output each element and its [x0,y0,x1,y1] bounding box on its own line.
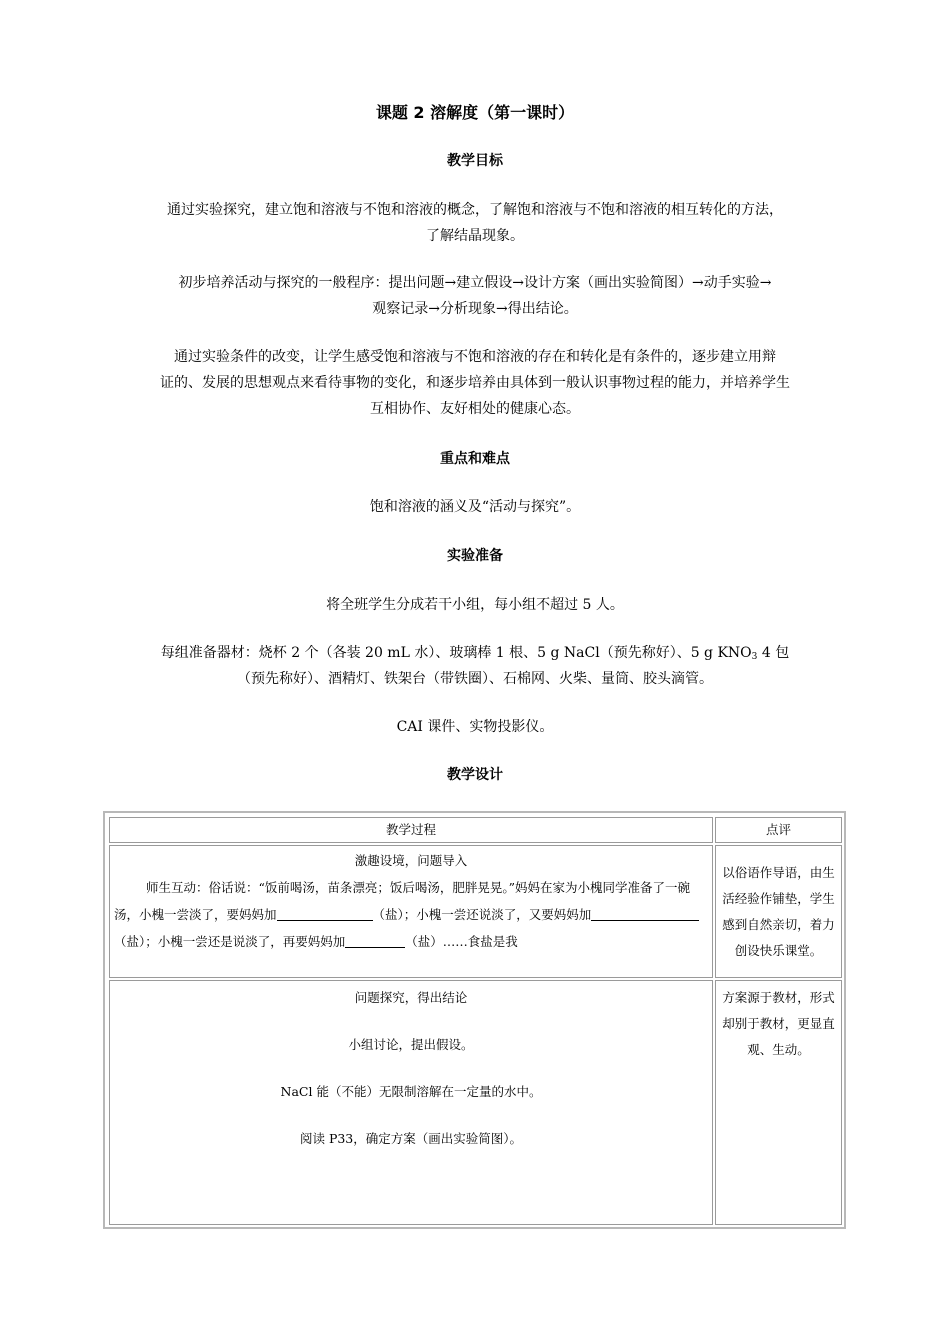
objective-3-line2: 证的、发展的思想观点来看待事物的变化，和逐步培养由具体到一般认识事物过程的能力，并培养学生 [160,375,790,391]
row1-comment-cell [715,845,842,978]
row2-paragraph-2: NaCl 能（不能）无限制溶解在一定量的水中。 [280,1084,542,1099]
row2-paragraph-3: 阅读 P33，确定方案（画出实验简图）。 [299,1131,523,1146]
objective-2-line1: 初步培养活动与探究的一般程序：提出问题→建立假设→设计方案（画出实验简图）→动手实验→ [178,275,772,291]
key-heading: 重点和难点 [440,451,510,467]
prep-heading: 实验准备 [447,548,503,564]
prep-materials [95,640,855,692]
header-process: 教学过程 [109,817,713,843]
row1-text-4: 妈加 [566,907,592,922]
blank-1 [277,904,373,921]
document-title: 课题 2 溶解度（第一课时） [375,103,575,122]
objective-1-line1: 通过实验探究，建立饱和溶液与不饱和溶液的概念，了解饱和溶液与不饱和溶液的相互转化的方法， [167,202,783,218]
objective-3 [90,344,860,422]
objective-2 [95,270,855,322]
row1-text-5: （盐）；小槐一尝还是说淡了，再要妈妈加 [114,934,346,949]
objective-1 [95,197,855,249]
key-text: 饱和溶液的涵义及“活动与探究”。 [369,499,581,515]
header-comment: 点评 [715,817,842,843]
row2-comment-line2: 却别于教材，更显直 [722,1016,835,1031]
kno3-subscript: 3 [751,652,758,662]
row1-text-6: （盐）……食盐是我 [405,934,518,949]
prep-group: 将全班学生分成若干小组，每小组不超过 5 人。 [326,597,624,613]
blank-3 [345,931,405,948]
row2-comment-line3: 观、生动。 [747,1042,810,1057]
prep-cai: CAI 课件、实物投影仪。 [396,719,554,735]
blank-2 [591,904,699,921]
teaching-design-table [103,811,846,1229]
design-heading: 教学设计 [447,767,503,783]
row1-text-2: 学准备了一碗汤，小槐一尝淡了，要妈妈加 [114,880,691,922]
row2-heading: 问题探究，得出结论 [354,990,468,1005]
objective-3-line3: 互相协作、友好相处的健康心态。 [370,401,580,417]
row1-comment-line3: 感到自然亲切，着力 [722,917,835,932]
prep-materials-line2: （预先称好）、酒精灯、铁架台（带铁圈）、石棉网、火柴、量筒、胶头滴管。 [237,671,713,687]
row1-text-3: （盐）；小槐一尝还说淡了，又要妈 [372,907,567,922]
row2-paragraph-1: 小组讨论，提出假设。 [348,1037,474,1052]
row1-comment-line2: 活经验作铺垫，学生 [722,891,835,906]
objective-2-line2: 观察记录→分析现象→得出结论。 [372,301,578,317]
row1-text-1: 师生互动：俗话说：“饭前喝汤，苗条漂亮；饭后喝汤，肥胖晃晃。”妈妈在家为小槐同 [146,880,616,895]
row2-comment-line1: 方案源于教材，形式 [722,990,835,1005]
row2-process-cell [109,980,713,1225]
row1-comment-line4: 创设快乐课堂。 [734,943,823,958]
row1-heading: 激趣设境，问题导入 [354,853,468,868]
objective-3-line1: 通过实验条件的改变，让学生感受饱和溶液与不饱和溶液的存在和转化是有条件的，逐步建立用辩 [174,349,776,365]
objectives-heading: 教学目标 [447,153,503,169]
row1-process-cell [109,845,713,978]
row2-comment-cell [715,980,842,1225]
materials-text-a: 每组准备器材：烧杯 2 个（各装 20 mL 水）、玻璃棒 1 根、5 g NaCl（预先称好）、5 g KNO [160,645,752,661]
row1-body [114,874,708,955]
materials-text-b: 4 包 [757,645,790,661]
objective-1-line2: 了解结晶现象。 [426,228,524,244]
row1-comment-line1: 以俗语作导语，由生 [722,865,835,880]
prep-materials-line1 [95,640,855,666]
